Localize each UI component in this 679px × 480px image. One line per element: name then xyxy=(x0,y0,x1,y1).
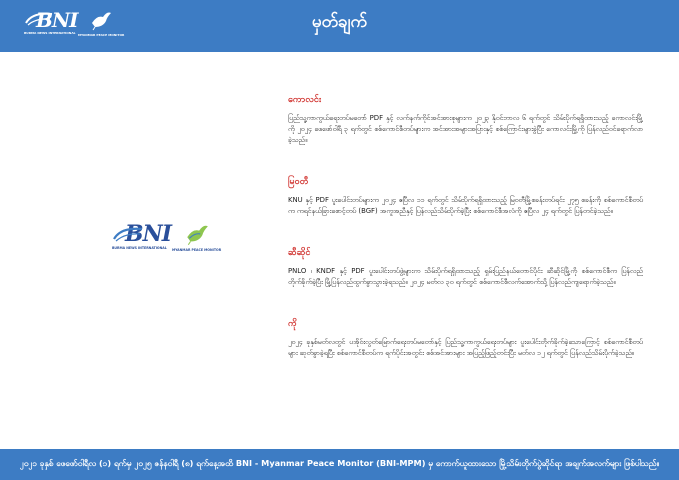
section-hsihseng xyxy=(288,247,643,288)
section-myawaddy xyxy=(288,176,643,217)
footer-bar xyxy=(0,449,679,480)
center-bni-swoosh-icon xyxy=(112,224,144,242)
mpm-caption: MYANMAR PEACE MONITOR xyxy=(78,33,125,37)
center-dove-icon xyxy=(184,222,210,248)
section-heading: ဆီဆိုင် xyxy=(288,248,311,258)
section-kawlin xyxy=(288,94,643,146)
section-body: ၂၀၂၄ ခုနှစ်မတ်လတွင် ပအိုဝ်းလွတ်မြောက်ရေးတပ်မတော်နှင့် ပြည်သူ့ကာကွယ်ရေးတပ်များ ပူးပေါင်းတိုက်ခိုက်ခဲ့သောကြောင့် စစ်ကောင်စီတပ်များ ဆုတ်ခွာခဲ့ရပြီး စစ်ကောင်စီတပ်က ရက်ပိုင်းအတွင်း စစ်အင်အားများ အပြည့်ဖြည့်တင်းပြီး မတ်လ ၁၂ ရက်တွင် ပြန်လည်သိမ်းပိုက်ခဲ့သည်။ xyxy=(288,338,643,357)
section-ko xyxy=(288,318,643,359)
center-bni-mark: BNI xyxy=(125,221,171,247)
center-mpm-caption: MYANMAR PEACE MONITOR xyxy=(172,248,222,252)
footer-text: ၂၀၂၁ ခုနှစ် ဖေဖော်ဝါရီလ (၁) ရက်မှ ၂၀၂၅ ဇန်နဝါရီ (၈) ရက်နေ့အထိ BNI - Myanmar Peace Monitor (BNI-MPM) မှ ကောက်ယူထားသော မြို့သိမ်းတိုက်ပွဲဆိုင်ရာ အချက်အလက်များ ဖြစ်ပါသည်။ xyxy=(19,458,660,468)
section-body: KNU နှင့် PDF ပူးပေါင်းတပ်များက ၂၀၂၄ ဧပြီလ ၁၁ ရက်တွင် သိမ်းပိုက်ရရှိထားသည့် မြဝတီမြို့စခန်းတပ်ရင်း ၂၇၅ စခန်းကို စစ်ကောင်စီတပ်က ကရင်နယ်ခြားစောင့်တပ် (BGF) အကူအညီနှင့် ပြန်လည်သိမ်းပိုက်ခဲ့ပြီး စစ်ကောင်စီအလံကို ဧပြီလ ၂၄ ရက်တွင် ပြန်တင်ခဲ့သည်။ xyxy=(288,196,643,215)
section-heading: ကို xyxy=(288,319,297,329)
page-title: မှတ်ချက် xyxy=(311,12,368,32)
center-bni-logo xyxy=(112,221,171,250)
section-heading: ကောလင်း xyxy=(288,95,322,105)
notes-sections xyxy=(288,94,643,359)
section-body: PNLO ၊ KNDF နှင့် PDF ပူးပေါင်းတပ်ဖွဲ့များက သိမ်းပိုက်ရရှိထားသည့် ရှမ်းပြည်နယ်တောင်ပိုင်း ဆီဆိုင်မြို့ကို စစ်ကောင်စီက ပြန်လည်တိုက်ခိုက်ခဲ့ပြီး မြို့ပြန်လည်ထွက်ခွာသွားခဲ့ရသည်။ ၂၀၂၄ မတ်လ ၃၀ ရက်တွင် စစ်ကောင်စီလက်အောက်သို့ ပြန်လည်ကျရောက်ခဲ့သည်။ xyxy=(288,267,643,286)
bni-caption: BURMA NEWS INTERNATIONAL xyxy=(24,31,76,35)
header-bar xyxy=(0,0,679,52)
center-mpm-logo xyxy=(172,222,221,252)
center-bni-caption: BURMA NEWS INTERNATIONAL xyxy=(112,246,167,250)
section-body: ပြည်သူ့ကာကွယ်ရေးတပ်မတော် PDF နှင့် လက်နက်ကိုင်အင်အားစုများက ၂၀၂၃ နိုဝင်ဘာလ ၆ ရက်တွင် သိမ်းပိုက်ရရှိထားသည့် ကောလင်းမြို့ကို ၂၀၂၄ ဖေဖော်ဝါရီ ၃ ရက်တွင် စစ်ကောင်စီတပ်များက အင်အားအများအပြားနှင့် စစ်ကြောင်းများခွဲပြီး ကောလင်းမြို့ကို ပြန်လည်ဝင်ရောက်လာခဲ့သည်။ xyxy=(288,114,643,144)
section-heading: မြဝတီ xyxy=(288,177,309,187)
center-logo xyxy=(112,222,221,252)
bni-mark: BNI xyxy=(36,8,78,32)
